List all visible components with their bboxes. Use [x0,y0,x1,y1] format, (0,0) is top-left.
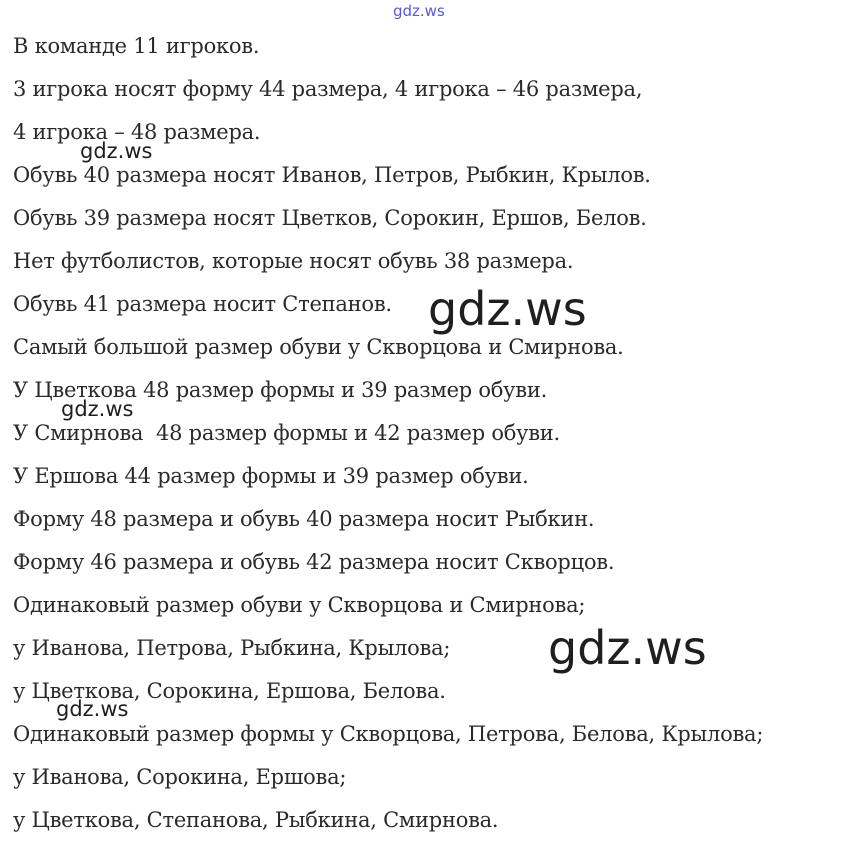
text-line-10: У Смирнова 48 размер формы и 42 размер обуви. [13,421,560,445]
text-line-6: Нет футболистов, которые носят обувь 38 размера. [13,249,574,273]
watermark-small-2: gdz.ws [61,397,134,421]
text-line-12: Форму 48 размера и обувь 40 размера носит Рыбкин. [13,507,595,531]
text-line-5: Обувь 39 размера носят Цветков, Сорокин, Ершов, Белов. [13,206,647,230]
text-line-16: у Цветкова, Сорокина, Ершова, Белова. [13,679,446,703]
text-line-8: Самый большой размер обуви у Скворцова и Смирнова. [13,335,624,359]
text-line-7: Обувь 41 размера носит Степанов. [13,292,392,316]
text-line-3: 4 игрока – 48 размера. [13,120,261,144]
text-line-2: 3 игрока носят форму 44 размера, 4 игрока – 46 размера, [13,77,643,101]
text-line-18: у Иванова, Сорокина, Ершова; [13,765,347,789]
text-line-17: Одинаковый размер формы у Скворцова, Петрова, Белова, Крылова; [13,722,764,746]
watermark-small-3: gdz.ws [56,697,129,721]
watermark-top[interactable]: gdz.ws [393,2,445,20]
text-line-11: У Ершова 44 размер формы и 39 размер обуви. [13,464,529,488]
text-line-14: Одинаковый размер обуви у Скворцова и Смирнова; [13,593,586,617]
watermark-large-1: gdz.ws [428,282,587,336]
text-line-19: у Цветкова, Степанова, Рыбкина, Смирнова. [13,808,499,832]
text-line-9: У Цветкова 48 размер формы и 39 размер обуви. [13,378,548,402]
text-line-4: Обувь 40 размера носят Иванов, Петров, Рыбкин, Крылов. [13,163,651,187]
text-line-13: Форму 46 размера и обувь 42 размера носит Скворцов. [13,550,615,574]
watermark-large-2: gdz.ws [548,621,707,675]
text-line-1: В команде 11 игроков. [13,34,260,58]
watermark-small-1: gdz.ws [80,139,153,163]
text-line-15: у Иванова, Петрова, Рыбкина, Крылова; [13,636,451,660]
